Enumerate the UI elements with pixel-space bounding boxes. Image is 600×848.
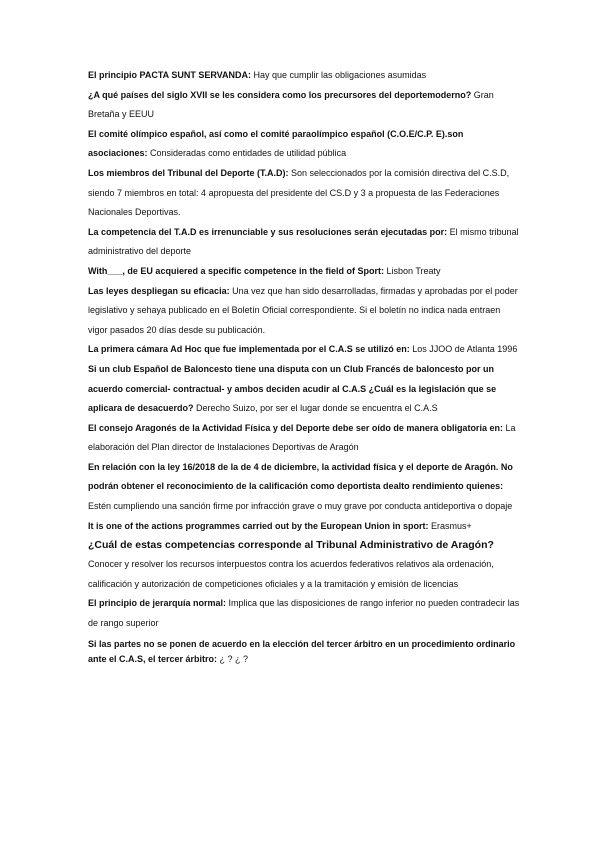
question: El consejo Aragonés de la Actividad Física y del Deporte debe ser oído de manera obligatoria en: (88, 422, 503, 433)
qa-item (88, 360, 520, 419)
question: En relación con la ley 16/2018 de la de 4 de diciembre, la actividad física y el deporte de Aragón. No podrán obtener el reconocimiento de la calificación como deportista dealto rendimiento quienes: (88, 461, 513, 492)
answer: El mismo tribunal administrativo del deporte (88, 226, 519, 257)
qa-item (88, 262, 520, 282)
qa-item (88, 419, 520, 458)
question: La primera cámara Ad Hoc que fue implementada por el C.A.S se utilizó en: (88, 344, 410, 355)
heading-answer: Conocer y resolver los recursos interpuestos contra los acuerdos federativos relativos ala ordenación, calificación y autorización de competiciones oficiales y a la tramitación y emisión de licencias (88, 559, 494, 589)
answer: Erasmus+ (428, 520, 472, 531)
answer: Una vez que han sido desarrolladas, firmadas y aprobadas por el poder legislativo y sehaya publicado en el Boletín Oficial correspondiente. Si el boletín no indica nada entraen vigor pasados 20 días desde su publicación. (88, 285, 518, 335)
answer: Derecho Suizo, por ser el lugar donde se encuentra el C.A.S (193, 403, 438, 414)
qa-item (88, 66, 520, 86)
question: El comité olímpico español, así como el comité paraolímpico español (C.O.E/C.P. E).son asociaciones: (88, 128, 464, 159)
question: With___, de EU acquiered a specific competence in the field of Sport: (88, 265, 384, 276)
qa-item (88, 223, 520, 262)
question: Las leyes despliegan su eficacia: (88, 285, 230, 296)
qa-item (88, 517, 520, 537)
document-body (88, 66, 520, 667)
question: It is one of the actions programmes carried out by the European Union in sport: (88, 520, 429, 531)
answer: Los JJOO de Atlanta 1996 (409, 344, 518, 355)
qa-item (88, 458, 520, 517)
question: Si las partes no se ponen de acuerdo en la elección del tercer árbitro en un procedimiento ordinario ante el C.A.S, el tercer árbitro: (88, 638, 516, 664)
answer: Lisbon Treaty (384, 265, 441, 276)
answer: Consideradas como entidades de utilidad pública (147, 148, 347, 159)
qa-item (88, 125, 520, 164)
answer: La elaboración del Plan director de Instalaciones Deportivas de Aragón (88, 422, 516, 453)
question: El principio de jerarquía normal: (88, 598, 227, 609)
qa-item (88, 634, 520, 667)
answer: Estén cumpliendo una sanción firme por infracción grave o muy grave por conducta antideportiva o dopaje (88, 501, 513, 512)
answer: Implica que las disposiciones de rango inferior no pueden contradecir las de rango superior (88, 598, 520, 629)
question: El principio PACTA SUNT SERVANDA: (88, 70, 252, 80)
answer: Gran Bretaña y EEUU (88, 89, 494, 120)
qa-item (88, 340, 520, 360)
answer: Son seleccionados por la comisión directiva del C.S.D, siendo 7 miembros en total: 4 apropuesta del presidente del CS.D y 3 a propuesta de las Federaciones Nacionales Deportivas. (88, 167, 510, 218)
question: Si un club Español de Baloncesto tiene una disputa con un Club Francés de baloncesto por un acuerdo comercial- contractual- y ambos deciden acudir al C.A.S ¿Cuál es la legislación que se aplicara de desacuerdo? (88, 363, 497, 414)
qa-item (88, 282, 520, 341)
question: La competencia del T.A.D es irrenunciable y sus resoluciones serán ejecutadas por: (88, 226, 448, 237)
qa-item (88, 594, 520, 633)
question: Los miembros del Tribunal del Deporte (T.A.D): (88, 167, 289, 178)
section-heading: ¿Cuál de estas competencias corresponde al Tribunal Administrativo de Aragón? (88, 539, 494, 552)
answer: Hay que cumplir las obligaciones asumidas (251, 70, 427, 80)
answer: ¿ ? ¿ ? (217, 653, 249, 664)
question: ¿A qué países del siglo XVII se les considera como los precursores del deportemoderno? (88, 89, 472, 100)
qa-item (88, 164, 520, 223)
qa-item (88, 86, 520, 125)
